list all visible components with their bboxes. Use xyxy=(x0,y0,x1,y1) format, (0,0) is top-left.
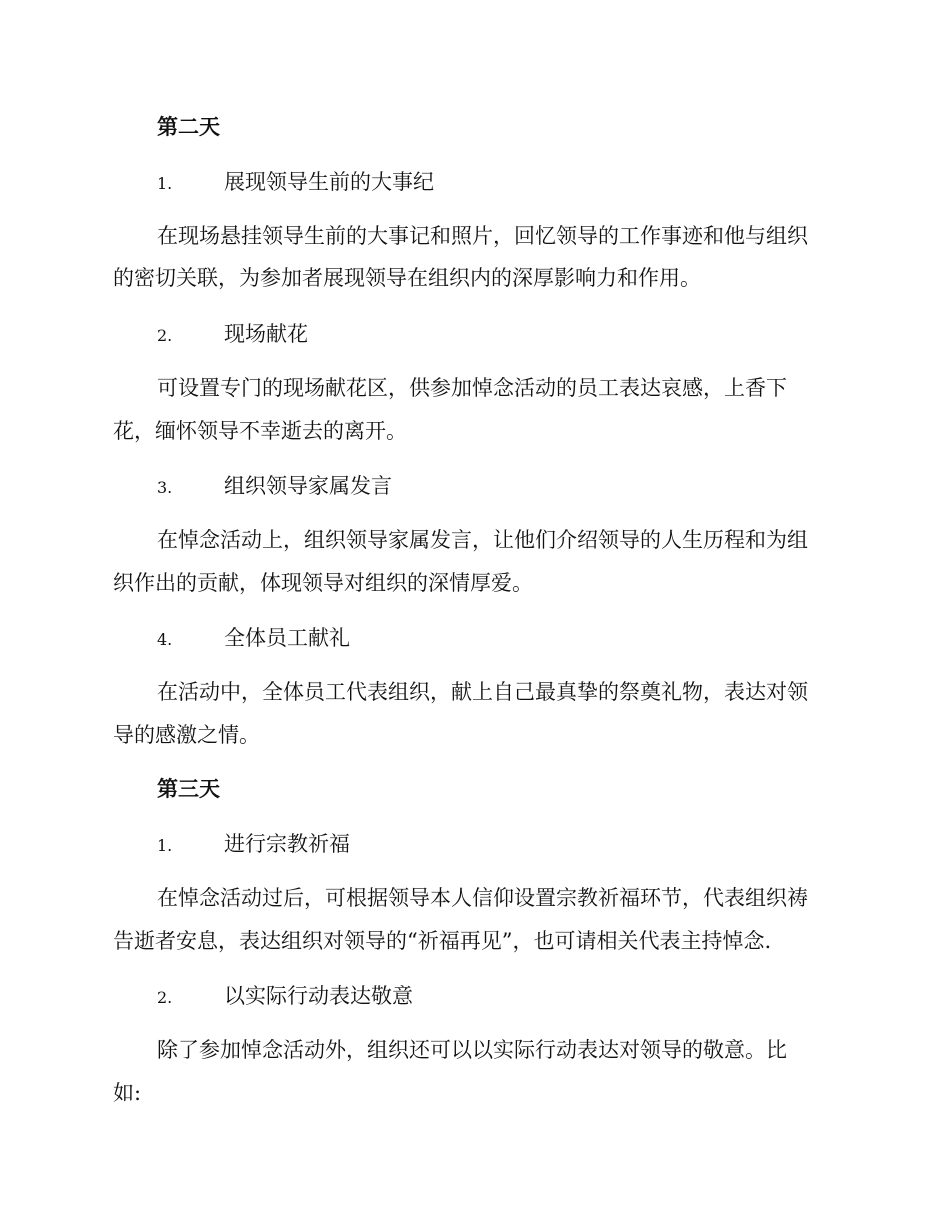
list-item-number: 4. xyxy=(157,630,173,649)
paragraph-line: 在活动中，全体员工代表组织，献上自己最真挚的祭奠礼物，表达对领 xyxy=(157,680,808,704)
paragraph-line: 可设置专门的现场献花区，供参加悼念活动的员工表达哀感，上香下 xyxy=(157,376,787,400)
paragraph-line: 告逝者安息，表达组织对领导的“祈福再见”，也可请相关代表主持悼念. xyxy=(113,929,772,953)
list-item-title: 以实际行动表达敬意 xyxy=(224,984,413,1008)
list-item-title: 全体员工献礼 xyxy=(224,626,350,650)
list-item-number: 1. xyxy=(157,174,173,193)
paragraph-line: 除了参加悼念活动外，组织还可以以实际行动表达对领导的敬意。比 xyxy=(157,1038,787,1062)
list-item-number: 3. xyxy=(157,478,173,497)
paragraph-line: 在悼念活动过后，可根据领导本人信仰设置宗教祈福环节，代表组织祷 xyxy=(157,886,808,910)
paragraph-line: 花，缅怀领导不幸逝去的离开。 xyxy=(113,419,407,443)
list-item-title: 进行宗教祈福 xyxy=(224,832,350,856)
list-item-title: 现场献花 xyxy=(224,322,308,346)
list-item-title: 组织领导家属发言 xyxy=(224,474,392,498)
paragraph-line: 的密切关联，为参加者展现领导在组织内的深厚影响力和作用。 xyxy=(113,266,701,290)
paragraph-line: 如: xyxy=(113,1081,142,1105)
list-item-number: 2. xyxy=(157,988,173,1007)
paragraph-line: 导的感激之情。 xyxy=(113,723,260,747)
paragraph-line: 织作出的贡献，体现领导对组织的深情厚爱。 xyxy=(113,571,533,595)
section-heading-day3: 第三天 xyxy=(157,776,220,801)
paragraph-line: 在现场悬挂领导生前的大事记和照片，回忆领导的工作事迹和他与组织 xyxy=(157,224,808,248)
section-heading-day2: 第二天 xyxy=(157,114,220,139)
list-item-number: 2. xyxy=(157,326,173,345)
paragraph-line: 在悼念活动上，组织领导家属发言，让他们介绍领导的人生历程和为组 xyxy=(157,528,808,552)
list-item-title: 展现领导生前的大事纪 xyxy=(224,170,434,194)
list-item-number: 1. xyxy=(157,836,173,855)
